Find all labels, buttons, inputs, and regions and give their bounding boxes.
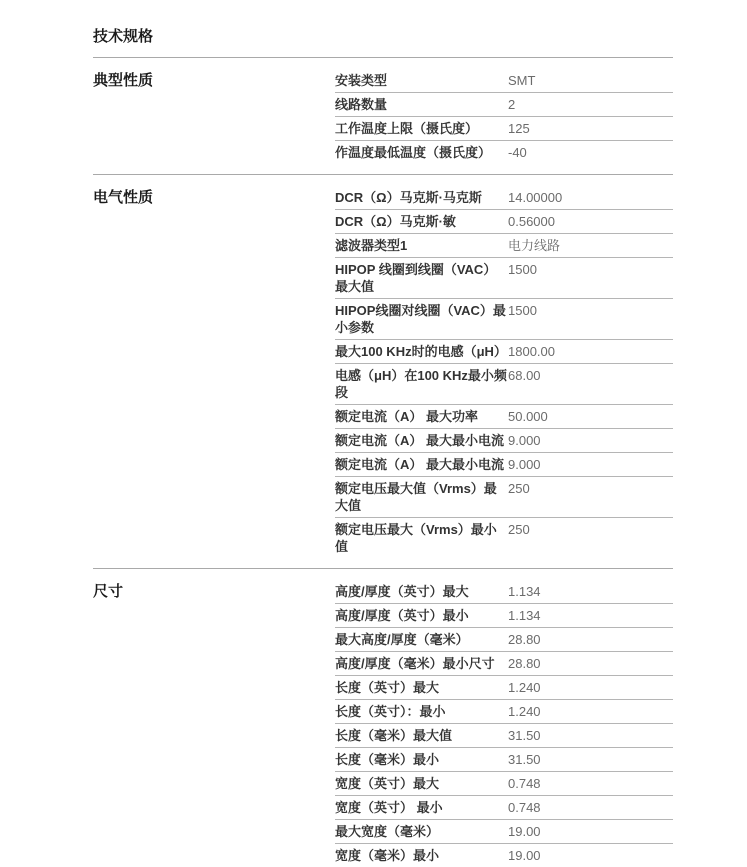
attribute-value: 250 [508,481,530,496]
attribute-value: 50.000 [508,409,548,424]
attribute-value: 1.134 [508,608,541,623]
attribute-label: 宽度（毫米）最小 [335,848,440,863]
spec-row [335,724,673,748]
attribute-label: 最大宽度（毫米） [335,824,440,839]
attribute-value: 2 [508,97,516,112]
attribute-label: 长度（毫米）最小 [335,752,440,767]
attribute-value: 1500 [508,262,537,277]
attribute-label: 宽度（英寸） 最小 [335,800,443,815]
attribute-label: 额定电流（A） 最大最小电流 [335,433,505,448]
section-label: 典型性质 [93,72,154,89]
attribute-label: 长度（毫米）最大值 [335,728,453,743]
spec-row [335,117,673,141]
spec-row [335,518,673,558]
attribute-value: 1.240 [508,680,541,695]
attribute-value: 0.748 [508,800,541,815]
spec-row [335,364,673,405]
attribute-label: 长度（英寸）：最小 [335,704,446,719]
attribute-label: 额定电压最大值（Vrms）最大值 [335,481,497,513]
attribute-value: 0.56000 [508,214,555,229]
spec-row [335,796,673,820]
spec-row [335,210,673,234]
attribute-label: HIPOP线圈对线圈（VAC）最小参数 [335,303,506,335]
attribute-value: 1800.00 [508,344,555,359]
attribute-label: DCR（Ω）马克斯·敏 [335,214,456,229]
spec-row [335,429,673,453]
spec-row [335,820,673,844]
spec-row [335,93,673,117]
spec-row [335,340,673,364]
spec-section [93,569,673,867]
page-title: 技术规格 [93,0,673,58]
attribute-value: 31.50 [508,728,541,743]
attribute-value: 9.000 [508,457,541,472]
section-label: 尺寸 [93,583,124,600]
attribute-label: 滤波器类型1 [335,238,408,253]
attribute-label: 电感（μH）在100 KHz最小频段 [335,368,507,400]
spec-sections [93,58,673,867]
attribute-value: 31.50 [508,752,541,767]
spec-row [335,580,673,604]
spec-row [335,258,673,299]
attribute-label: 线路数量 [335,97,388,112]
spec-row [335,69,673,93]
attribute-label: 额定电流（A） 最大最小电流 [335,457,505,472]
spec-row [335,628,673,652]
spec-row [335,652,673,676]
attribute-label: DCR（Ω）马克斯·马克斯 [335,190,482,205]
spec-row [335,186,673,210]
spec-row [335,676,673,700]
attribute-value: SMT [508,73,536,88]
spec-row [335,477,673,518]
attribute-value: -40 [508,145,527,160]
spec-row [335,453,673,477]
spec-content [93,0,673,867]
attribute-label: 高度/厚度（英寸）最大 [335,584,469,599]
attribute-label: 最大高度/厚度（毫米） [335,632,469,647]
attribute-label: HIPOP 线圈到线圈（VAC）最大值 [335,262,497,294]
attribute-value: 1.134 [508,584,541,599]
attribute-value: 19.00 [508,824,541,839]
section-label: 电气性质 [93,189,154,206]
spec-row [335,700,673,724]
spec-section [93,175,673,569]
attribute-value: 28.80 [508,656,541,671]
section-table [335,186,673,558]
spec-section [93,58,673,175]
attribute-label: 安装类型 [335,73,388,88]
section-table [335,69,673,164]
spec-row [335,234,673,258]
spec-row [335,405,673,429]
section-table [335,580,673,867]
attribute-value: 125 [508,121,530,136]
attribute-label: 高度/厚度（英寸）最小 [335,608,469,623]
attribute-value: 0.748 [508,776,541,791]
attribute-label: 额定电流（A） 最大功率 [335,409,479,424]
attribute-value: 电力线路 [508,238,561,253]
attribute-label: 高度/厚度（毫米）最小尺寸 [335,656,495,671]
spec-row [335,604,673,628]
attribute-label: 最大100 KHz时的电感（μH） [335,344,507,359]
attribute-value: 1.240 [508,704,541,719]
attribute-value: 68.00 [508,368,541,383]
spec-row [335,844,673,867]
spec-row [335,772,673,796]
attribute-label: 额定电压最大（Vrms）最小值 [335,522,497,554]
attribute-value: 19.00 [508,848,541,863]
attribute-value: 28.80 [508,632,541,647]
spec-row [335,141,673,164]
attribute-value: 9.000 [508,433,541,448]
attribute-value: 14.00000 [508,190,563,205]
attribute-label: 工作温度上限（摄氏度） [335,121,479,136]
spec-row [335,299,673,340]
attribute-value: 1500 [508,303,537,318]
attribute-label: 长度（英寸）最大 [335,680,440,695]
attribute-label: 作温度最低温度（摄氏度） [335,145,492,160]
spec-row [335,748,673,772]
attribute-value: 250 [508,522,530,537]
attribute-label: 宽度（英寸）最大 [335,776,440,791]
